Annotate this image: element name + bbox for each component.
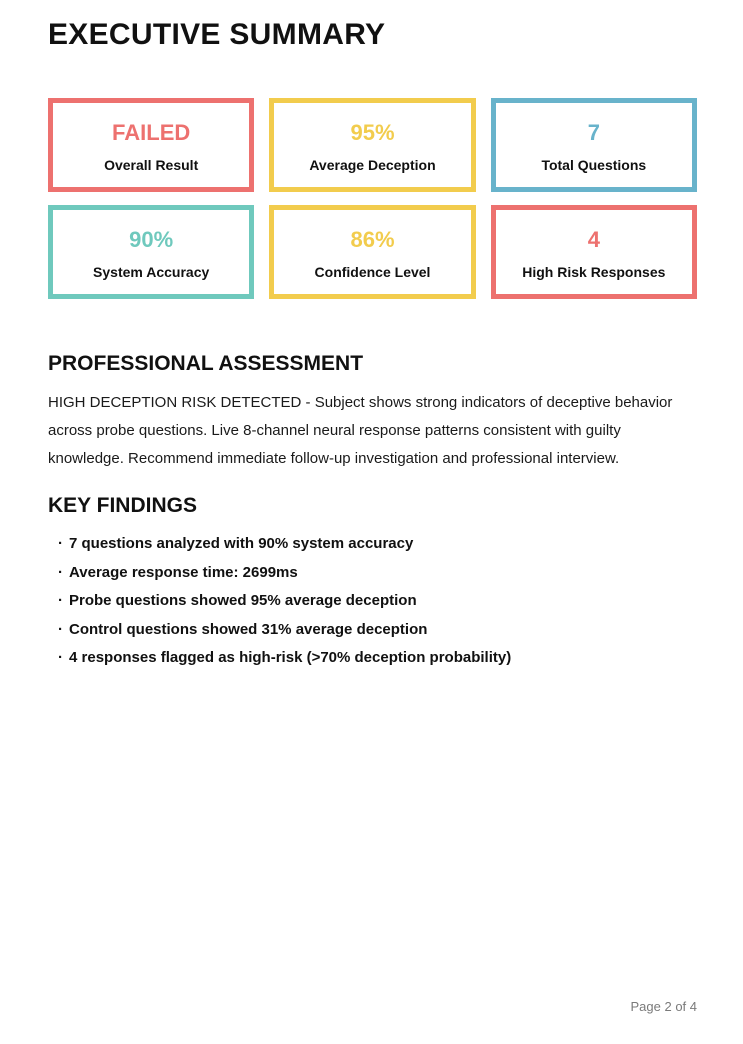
bullet-marker: · <box>58 620 63 638</box>
stat-card-average-deception <box>269 98 475 192</box>
professional-assessment-section <box>48 352 697 473</box>
stat-value: 4 <box>587 227 600 253</box>
stat-label: Average Deception <box>309 156 436 173</box>
stat-value: 90% <box>129 227 174 253</box>
stat-label: Confidence Level <box>314 263 431 280</box>
summary-cards-grid <box>48 98 697 299</box>
stat-card-system-accuracy <box>48 205 254 299</box>
key-findings-section <box>48 494 697 666</box>
finding-item <box>48 536 697 552</box>
bullet-marker: · <box>58 535 63 552</box>
findings-heading: KEY FINDINGS <box>48 494 197 517</box>
finding-text: Probe questions showed 95% average deception <box>69 592 417 609</box>
stat-card-confidence-level <box>269 205 475 299</box>
stat-label: Overall Result <box>104 156 199 173</box>
finding-item <box>48 593 697 609</box>
page-number: Page 2 of 4 <box>630 999 697 1014</box>
finding-item <box>48 622 697 638</box>
stat-value: FAILED <box>112 120 191 146</box>
stat-label: High Risk Responses <box>522 263 666 280</box>
assessment-heading: PROFESSIONAL ASSESSMENT <box>48 352 364 375</box>
stat-value: 7 <box>587 120 600 146</box>
finding-text: 4 responses flagged as high-risk (>70% deception probability) <box>69 649 512 666</box>
finding-item <box>48 565 697 581</box>
stat-card-total-questions <box>491 98 697 192</box>
finding-text: Average response time: 2699ms <box>69 563 298 581</box>
stat-card-overall-result <box>48 98 254 192</box>
finding-text: Control questions showed 31% average deception <box>69 620 428 638</box>
assessment-body-text: HIGH DECEPTION RISK DETECTED - Subject shows strong indicators of deceptive behavior across probe questions. Live 8-channel neural response patterns consistent with guilty knowledge. Recommend immediate follow-up investigation and professional interview. <box>48 394 673 467</box>
stat-label: Total Questions <box>541 156 647 173</box>
stat-card-high-risk-responses <box>491 205 697 299</box>
bullet-marker: · <box>58 592 63 609</box>
finding-text: 7 questions analyzed with 90% system accuracy <box>69 535 414 552</box>
stat-value: 86% <box>350 227 395 253</box>
stat-value: 95% <box>350 120 395 146</box>
finding-item <box>48 650 697 666</box>
bullet-marker: · <box>58 563 63 581</box>
page-title: EXECUTIVE SUMMARY <box>48 18 386 51</box>
findings-list <box>48 536 697 666</box>
bullet-marker: · <box>58 649 63 666</box>
stat-label: System Accuracy <box>93 263 210 280</box>
